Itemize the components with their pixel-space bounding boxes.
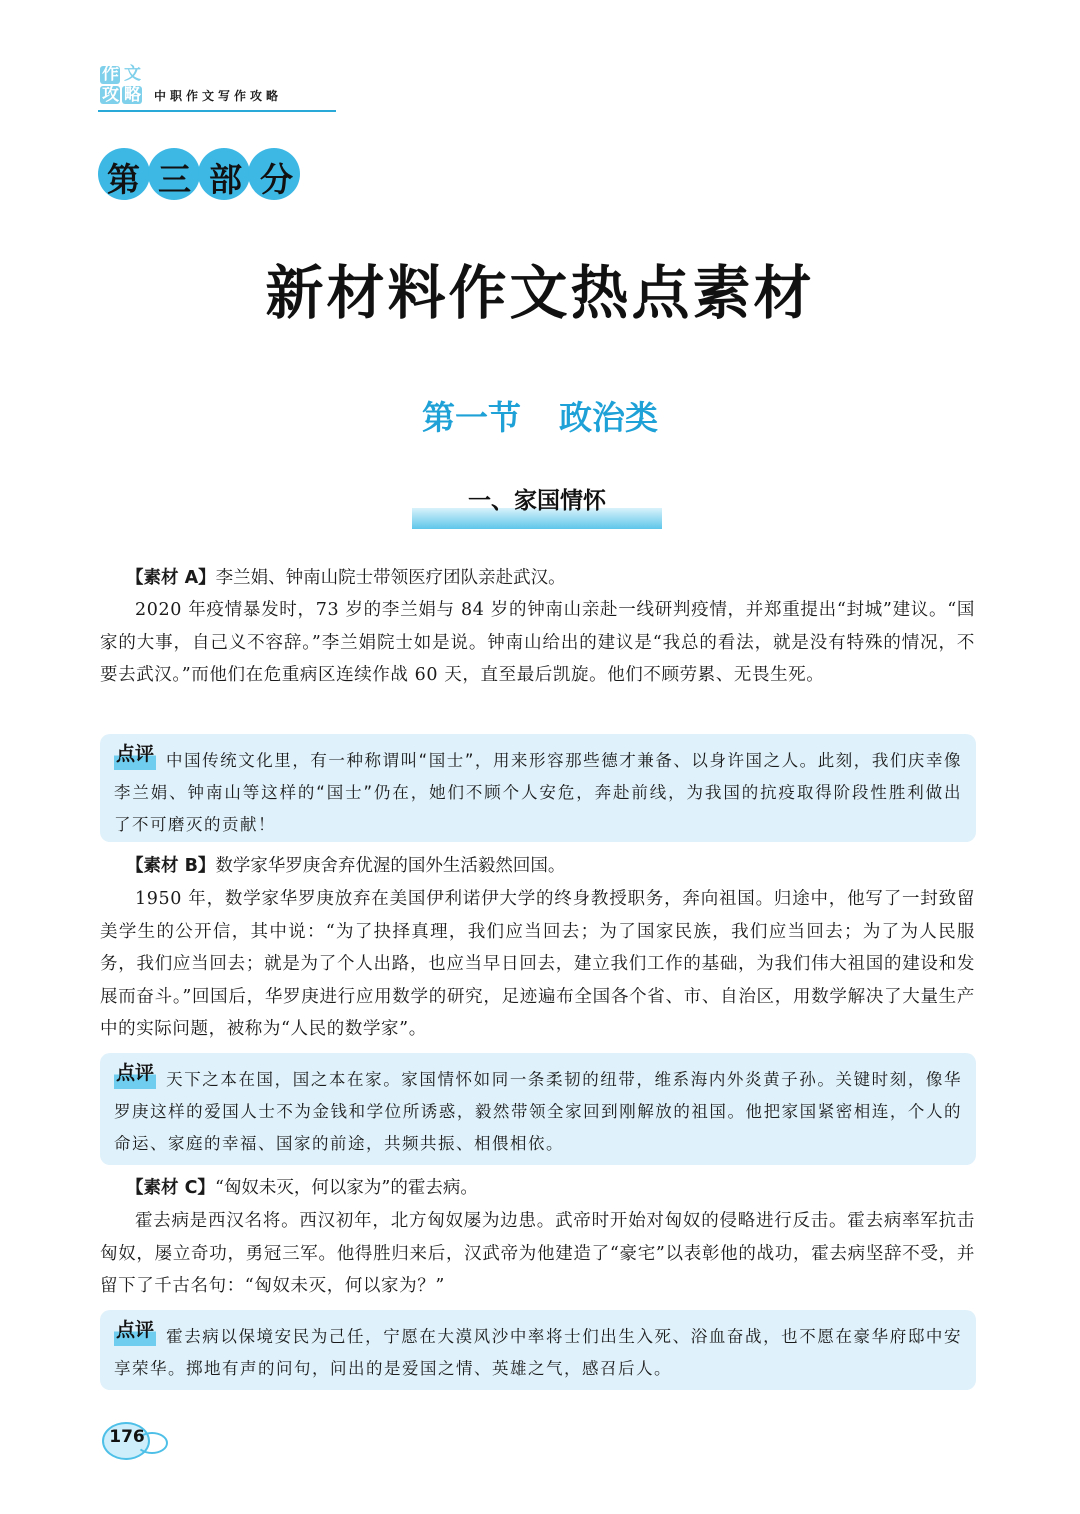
material-headline: “匈奴未灭，何以家为”的霍去病。	[214, 1178, 478, 1198]
comment-text: 霍去病以保境安民为己任，宁愿在大漠风沙中率将士们出生入死、浴血奋战，也不愿在豪华府邸中安享荣华。掷地有声的问句，问出的是爱国之情、英雄之气，感召后人。	[114, 1327, 962, 1378]
part-badge-char: 三	[158, 160, 191, 199]
book-title: 中职作文写作攻略	[154, 89, 283, 103]
subsection-heading	[412, 480, 662, 530]
part-badge-char: 部	[209, 160, 242, 199]
logo-char: 文	[124, 64, 141, 84]
material-body: 2020 年疫情暴发时，73 岁的李兰娟与 84 岁的钟南山亲赴一线研判疫情，并郑重提出“封城”建议。“国家的大事，自己义不容辞。”李兰娟院士如是说。钟南山给出的建议是“我总的看法，就是没有特殊的情况，不要去武汉。”而他们在危重病区连续作战 60 天，直至最后凯旋。他们不顾劳累、无畏生死。	[100, 600, 975, 685]
material-headline: 李兰娟、钟南山院士带领医疗团队亲赴武汉。	[215, 568, 566, 588]
comment-box	[100, 1053, 976, 1165]
material-heading	[126, 566, 566, 590]
subsection-title: 一、家国情怀	[468, 488, 606, 514]
comment-text: 中国传统文化里，有一种称谓叫“国士”，用来形容那些德才兼备、以身许国之人。此刻，我们庆幸像李兰娟、钟南山等这样的“国士”仍在，她们不顾个人安危，奔赴前线，为我国的抗疫取得阶段性胜利做出了不可磨灭的贡献！	[114, 751, 962, 834]
material-headline: 数学家华罗庚舍弃优渥的国外生活毅然回国。	[215, 856, 566, 876]
comment-text: 天下之本在国，国之本在家。家国情怀如同一条柔韧的纽带，维系海内外炎黄子孙。关键时刻，像华罗庚这样的爱国人士不为金钱和学位所诱惑，毅然带领全家回到刚解放的祖国。他把家国紧密相连，个人的命运、家庭的幸福、国家的前途，共频共振、相偎相依。	[114, 1070, 962, 1153]
material-label: 【素材 C】	[126, 1178, 215, 1198]
comment-box	[100, 1310, 976, 1390]
material-body: 霍去病是西汉名将。西汉初年，北方匈奴屡为边患。武帝时开始对匈奴的侵略进行反击。霍去病率军抗击匈奴，屡立奇功，勇冠三军。他得胜归来后，汉武帝为他建造了“豪宅”以表彰他的战功，霍去病坚辞不受，并留下了千古名句：“匈奴未灭，何以家为？”	[100, 1211, 975, 1296]
material-heading	[126, 1176, 478, 1200]
section-name: 政治类	[559, 398, 658, 437]
material-body: 1950 年，数学家华罗庚放弃在美国伊利诺伊大学的终身教授职务，奔向祖国。归途中，他写了一封致留美学生的公开信，其中说：“为了抉择真理，我们应当回去；为了国家民族，我们应当回去；为了为人民服务，我们应当回去；就是为了个人出路，也应当早日回去，建立我们工作的基础，为我们伟大祖国的建设和发展而奋斗。”回国后，华罗庚进行应用数学的研究，足迹遍布全国各个省、市、自治区，用数学解决了大量生产中的实际问题，被称为“人民的数学家”。	[100, 889, 975, 1039]
page-number-badge	[96, 1416, 176, 1460]
material-label: 【素材 A】	[126, 568, 216, 588]
part-badge-char: 分	[260, 160, 293, 199]
header-divider	[98, 110, 336, 112]
book-logo	[98, 62, 148, 106]
running-header	[98, 62, 338, 108]
part-badge	[98, 148, 302, 200]
comment-tag: 点评	[114, 738, 156, 770]
material-heading	[126, 854, 565, 878]
logo-char: 攻	[102, 85, 119, 105]
logo-char: 作	[102, 64, 119, 84]
material-label: 【素材 B】	[126, 856, 216, 876]
comment-box	[100, 734, 976, 842]
section-heading	[0, 392, 1080, 439]
comment-tag: 点评	[114, 1057, 156, 1089]
part-badge-char: 第	[107, 160, 140, 199]
logo-char: 略	[124, 85, 141, 105]
page-title: 新材料作文热点素材	[265, 259, 815, 327]
section-number: 第一节	[422, 398, 521, 437]
page-number: 176	[109, 1427, 145, 1447]
comment-tag: 点评	[114, 1314, 156, 1346]
